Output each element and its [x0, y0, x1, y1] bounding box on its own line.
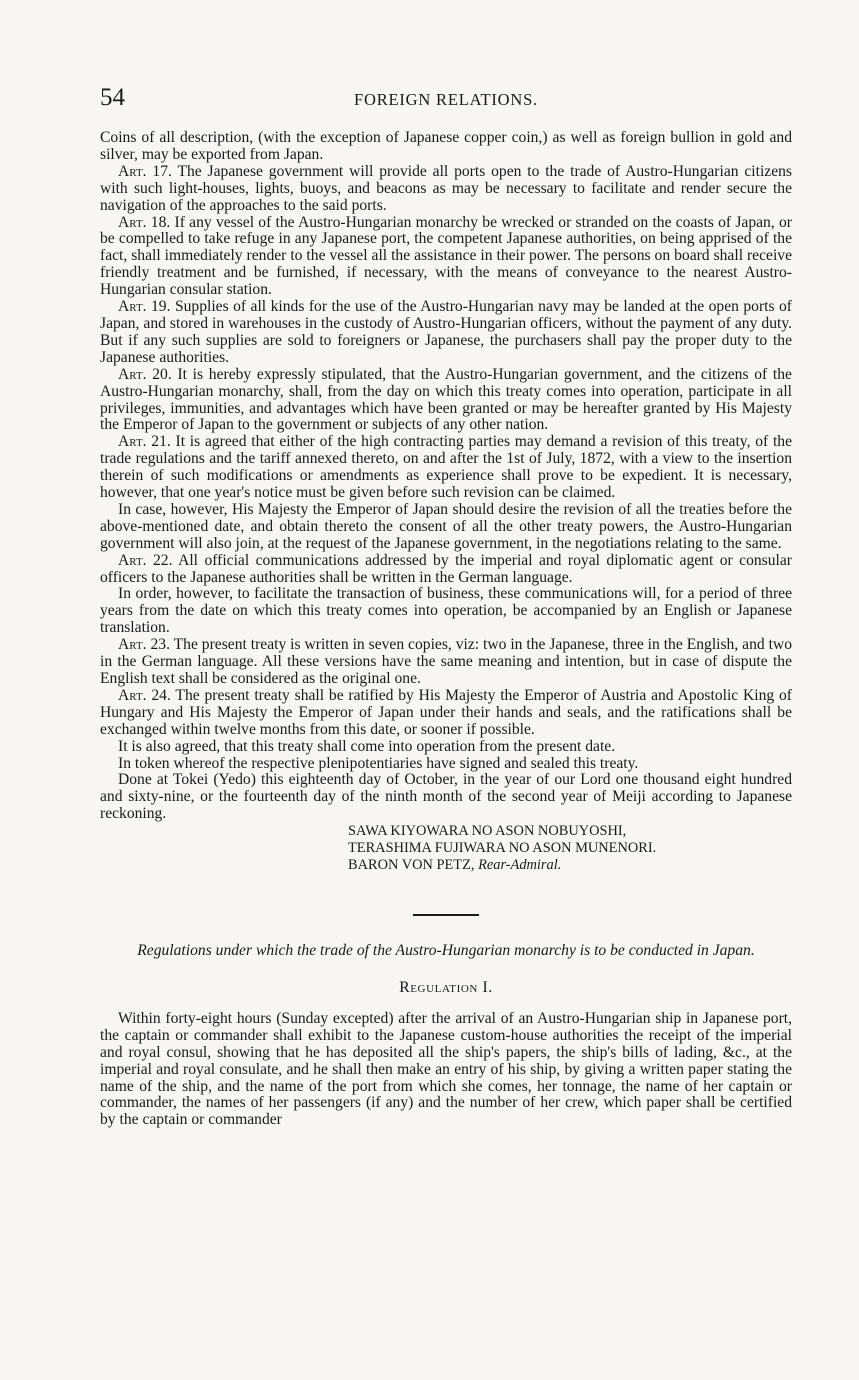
signature-block: [100, 823, 792, 874]
article-18: Art. 18. If any vessel of the Austro-Hungarian monarchy be wrecked or stranded on the coasts of Japan, or be compelled to take refuge in any Japanese port, the competent Japanese authorities, on being apprised of the fact, shall immediately render to the vessel all the assistance in their power. The persons on board shall receive friendly treatment and be furnished, if necessary, with the means of conveyance to the nearest Austro-Hungarian consular station.: [100, 213, 792, 299]
article-label: Art. 22.: [118, 551, 173, 569]
article-label: Art. 17.: [118, 162, 172, 180]
paragraph: Done at Tokei (Yedo) this eighteenth day of October, in the year of our Lord one thousand eight hundred and sixty-nine, or the fourteenth day of the ninth month of the second year of Meiji according to Japanese reckoning.: [100, 771, 792, 823]
signature-line: SAWA KIYOWARA NO ASON NOBUYOSHI,: [348, 823, 627, 840]
article-19: Art. 19. Supplies of all kinds for the use of the Austro-Hungarian navy may be landed at the open ports of Japan, and stored in warehouses in the custody of Austro-Hungarian officers, without the payment of any duty. But if any such supplies are sold to foreigners or Japanese, the purchasers shall pay the proper duty to the Japanese authorities.: [100, 298, 792, 366]
section-divider: [413, 914, 479, 916]
article-21: Art. 21. It is agreed that either of the high contracting parties may demand a revision of this treaty, of the trade regulations and the tariff annexed thereto, on and after the 1st of July, 1872, with a view to the insertion therein of such modifications or amendments as experience shall prove to be expedient. It is necessary, however, that one year's notice must be given before such revision can be claimed.: [100, 433, 793, 502]
paragraph: In token whereof the respective plenipotentiaries have signed and sealed this treaty.: [118, 754, 639, 772]
article-label: Art. 24.: [118, 686, 171, 704]
paragraph: In order, however, to facilitate the transaction of business, these communications will, for a period of three years from the date on which this treaty comes into operation, be accompanied by an English or Japanese translation.: [100, 585, 792, 637]
regulation-1-text: Within forty-eight hours (Sunday excepted) after the arrival of an Austro-Hungarian ship in Japanese port, the captain or commander shall exhibit to the Japanese custom-house authorities the receipt of the imperial and royal consul, showing that he has deposited all the ship's papers, the ship's bills of lading, &c., at the imperial and royal consulate, and he shall then make an entry of his ship, by giving a written paper stating the name of the ship, and the name of the port from which she comes, her tonnage, the name of her captain or commander, the names of her passengers (if any) and the number of her crew, which paper shall be certified by the captain or commander: [100, 1009, 792, 1129]
signature-line: BARON VON PETZ, Rear-Admiral.: [348, 856, 562, 873]
paragraph: Coins of all description, (with the exception of Japanese copper coin,) as well as foreign bullion in gold and silver, may be exported from Japan.: [100, 129, 792, 163]
article-label: Art. 18.: [118, 213, 171, 231]
article-label: Art. 23.: [118, 636, 170, 654]
paragraph: In case, however, His Majesty the Emperor of Japan should desire the revision of all the treaties before the above-mentioned date, and obtain thereto the consent of all the other treaty powers, the Austro-Hungarian government will also join, at the request of the Japanese government, in the negotiations relating to the same.: [100, 500, 792, 552]
page-number: 54: [100, 84, 125, 111]
article-24: Art. 24. The present treaty shall be ratified by His Majesty the Emperor of Austria and Apostolic King of Hungary and His Majesty the Emperor of Japan under their hands and seals, and the ratifications shall be exchanged within twelve months from this date, or sooner if possible.: [100, 686, 793, 738]
regulation-heading: Regulation I.: [399, 978, 493, 996]
signature-line: TERASHIMA FUJIWARA NO ASON MUNENORI.: [348, 840, 657, 857]
page-header: [100, 84, 792, 114]
regulations-caption: Regulations under which the trade of the Austro-Hungarian monarchy is to be conducted in Japan.: [137, 941, 755, 959]
article-20: Art. 20. It is hereby expressly stipulated, that the Austro-Hungarian government, and the citizens of the Austro-Hungarian monarchy, shall, from the day on which this treaty comes into operation, participate in all privileges, immunities, and advantages which have been granted or may be hereafter granted by His Majesty the Emperor of Japan to the government or subjects of any other nation.: [100, 365, 792, 434]
article-label: Art. 19.: [118, 298, 171, 316]
article-17: Art. 17. The Japanese government will provide all ports open to the trade of Austro-Hungarian citizens with such light-houses, lights, buoys, and beacons as may be necessary to facilitate and render secure the navigation of the approaches to the said ports.: [100, 162, 792, 214]
paragraph: It is also agreed, that this treaty shall come into operation from the present date.: [118, 737, 616, 755]
article-label: Art. 21.: [118, 433, 171, 451]
article-label: Art. 20.: [118, 365, 172, 383]
signature-role: Rear-Admiral.: [478, 856, 562, 873]
page-body: [100, 130, 792, 1129]
article-22: Art. 22. All official communications addressed by the imperial and royal diplomatic agent or consular officers to the Japanese authorities shall be written in the German language.: [100, 551, 792, 586]
running-head: FOREIGN RELATIONS.: [354, 90, 538, 109]
article-23: Art. 23. The present treaty is written in seven copies, viz: two in the Japanese, three in the English, and two in the German language. All these versions have the same meaning and intention, but in case of dispute the English text shall be considered as the original one.: [100, 636, 792, 687]
